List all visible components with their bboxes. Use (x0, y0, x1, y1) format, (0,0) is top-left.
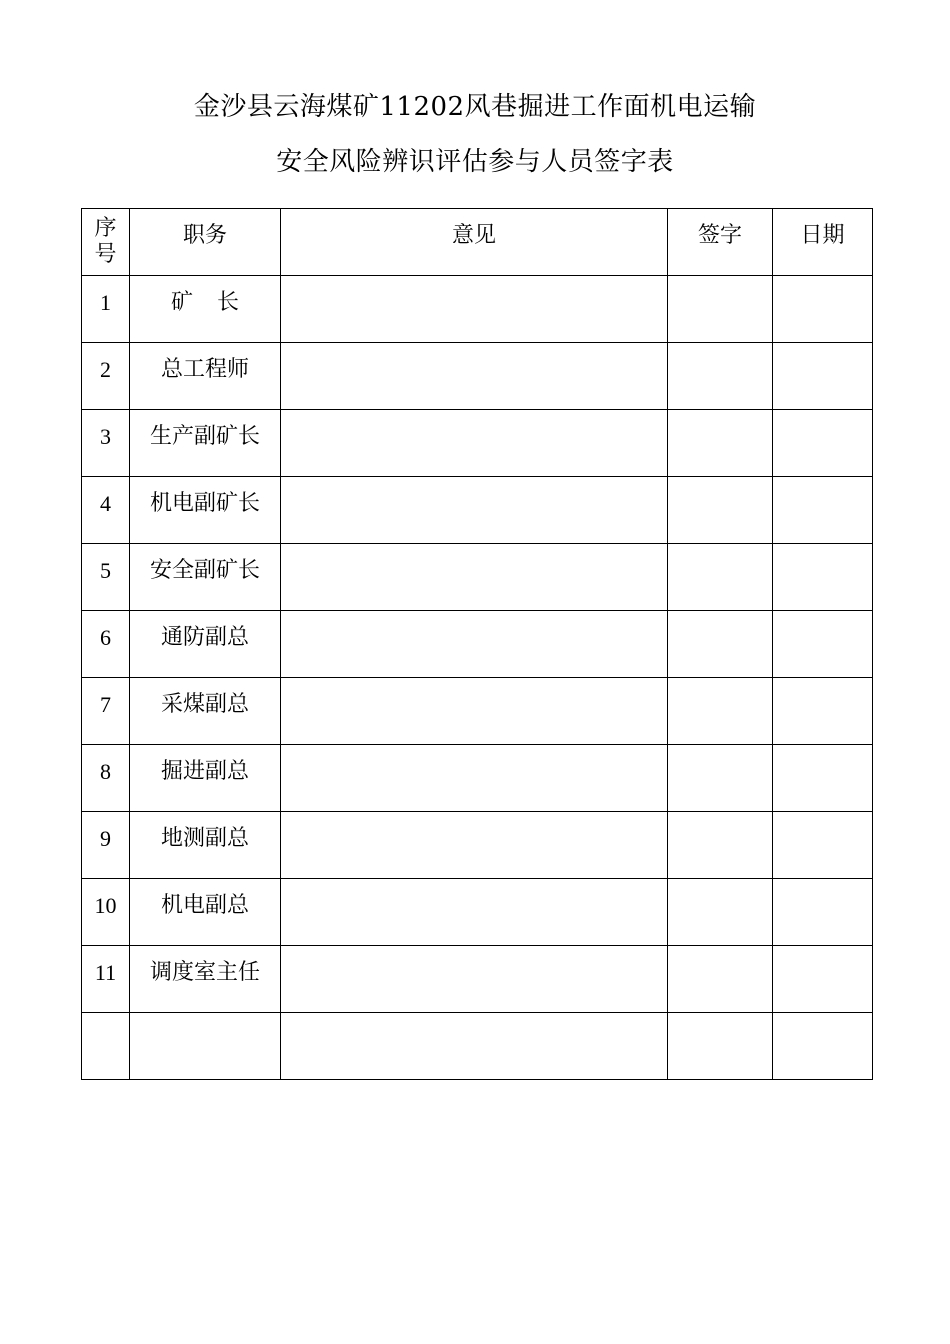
row-number: 6 (100, 625, 111, 650)
row-number-cell (82, 812, 130, 879)
opinion-cell[interactable] (281, 410, 668, 477)
row-number-cell (82, 678, 130, 745)
role-name: 总工程师 (160, 357, 249, 382)
table-row (82, 812, 873, 879)
signature-cell[interactable] (668, 343, 773, 410)
opinion-cell[interactable] (281, 276, 668, 343)
date-cell[interactable] (773, 276, 873, 343)
role-cell (130, 611, 281, 678)
date-cell[interactable] (773, 879, 873, 946)
table-row (82, 477, 873, 544)
date-cell[interactable] (773, 678, 873, 745)
table-row (82, 611, 873, 678)
signature-table (81, 208, 873, 1080)
signature-cell[interactable] (668, 276, 773, 343)
role-name: 调度室主任 (149, 960, 260, 985)
role-cell (130, 812, 281, 879)
table-row (82, 544, 873, 611)
row-number: 8 (100, 759, 111, 784)
date-cell[interactable] (773, 812, 873, 879)
date-cell[interactable] (773, 946, 873, 1013)
table-row (82, 1013, 873, 1080)
signature-cell[interactable] (668, 812, 773, 879)
signature-cell[interactable] (668, 410, 773, 477)
header-signature (668, 209, 773, 276)
row-number: 1 (100, 290, 111, 315)
header-serial-number-line-2: 号 (94, 242, 117, 267)
header-signature-label: 签字 (697, 223, 742, 248)
role-cell (130, 678, 281, 745)
role-name: 机电副总 (160, 893, 249, 918)
header-opinion (281, 209, 668, 276)
row-number-cell (82, 611, 130, 678)
role-name: 机电副矿长 (149, 491, 260, 516)
signature-cell[interactable] (668, 678, 773, 745)
opinion-cell[interactable] (281, 1013, 668, 1080)
header-serial-number (82, 209, 130, 276)
header-serial-number-line-1: 序 (94, 216, 117, 241)
row-number: 3 (100, 424, 111, 449)
row-number: 11 (94, 960, 117, 985)
date-cell[interactable] (773, 544, 873, 611)
document-title-line-2: 安全风险辨识评估参与人员签字表 (276, 147, 674, 177)
signature-cell[interactable] (668, 544, 773, 611)
date-cell[interactable] (773, 1013, 873, 1080)
role-name: 通防副总 (160, 625, 249, 650)
row-number-cell (82, 343, 130, 410)
opinion-cell[interactable] (281, 678, 668, 745)
document-title-line-1: 金沙县云海煤矿11202风巷掘进工作面机电运输 (193, 92, 757, 122)
opinion-cell[interactable] (281, 343, 668, 410)
role-cell (130, 410, 281, 477)
row-number: 5 (100, 558, 111, 583)
signature-cell[interactable] (668, 946, 773, 1013)
role-cell (130, 946, 281, 1013)
table-row (82, 946, 873, 1013)
role-name: 掘进副总 (160, 759, 249, 784)
row-number: 9 (100, 826, 111, 851)
opinion-cell[interactable] (281, 946, 668, 1013)
row-number: 4 (100, 491, 111, 516)
row-number-cell (82, 946, 130, 1013)
row-number-cell (82, 879, 130, 946)
row-number: 2 (100, 357, 111, 382)
role-cell (130, 745, 281, 812)
role-name: 采煤副总 (160, 692, 249, 717)
opinion-cell[interactable] (281, 879, 668, 946)
row-number-cell (82, 1013, 130, 1080)
role-name: 生产副矿长 (149, 424, 260, 449)
opinion-cell[interactable] (281, 745, 668, 812)
header-role (130, 209, 281, 276)
table-row (82, 879, 873, 946)
opinion-cell[interactable] (281, 812, 668, 879)
signature-cell[interactable] (668, 879, 773, 946)
signature-cell[interactable] (668, 1013, 773, 1080)
date-cell[interactable] (773, 745, 873, 812)
role-name: 矿长 (170, 290, 263, 315)
role-name: 地测副总 (160, 826, 249, 851)
table-row (82, 678, 873, 745)
date-cell[interactable] (773, 410, 873, 477)
role-cell (130, 343, 281, 410)
header-date-label: 日期 (800, 223, 845, 248)
role-cell (130, 477, 281, 544)
signature-cell[interactable] (668, 477, 773, 544)
row-number-cell (82, 745, 130, 812)
header-opinion-label: 意见 (451, 223, 496, 248)
date-cell[interactable] (773, 477, 873, 544)
row-number: 7 (100, 692, 111, 717)
role-name: 安全副矿长 (149, 558, 260, 583)
signature-cell[interactable] (668, 745, 773, 812)
opinion-cell[interactable] (281, 477, 668, 544)
role-cell (130, 879, 281, 946)
row-number-cell (82, 410, 130, 477)
table-row (82, 745, 873, 812)
role-cell (130, 1013, 281, 1080)
row-number-cell (82, 276, 130, 343)
table-header-row (82, 209, 873, 276)
row-number-cell (82, 477, 130, 544)
table-row (82, 410, 873, 477)
opinion-cell[interactable] (281, 611, 668, 678)
row-number-cell (82, 544, 130, 611)
role-cell (130, 544, 281, 611)
signature-cell[interactable] (668, 611, 773, 678)
opinion-cell[interactable] (281, 544, 668, 611)
date-cell[interactable] (773, 611, 873, 678)
table-row (82, 276, 873, 343)
header-role-label: 职务 (182, 223, 227, 248)
row-number: 10 (94, 893, 117, 918)
table-row (82, 343, 873, 410)
header-date (773, 209, 873, 276)
date-cell[interactable] (773, 343, 873, 410)
role-cell (130, 276, 281, 343)
